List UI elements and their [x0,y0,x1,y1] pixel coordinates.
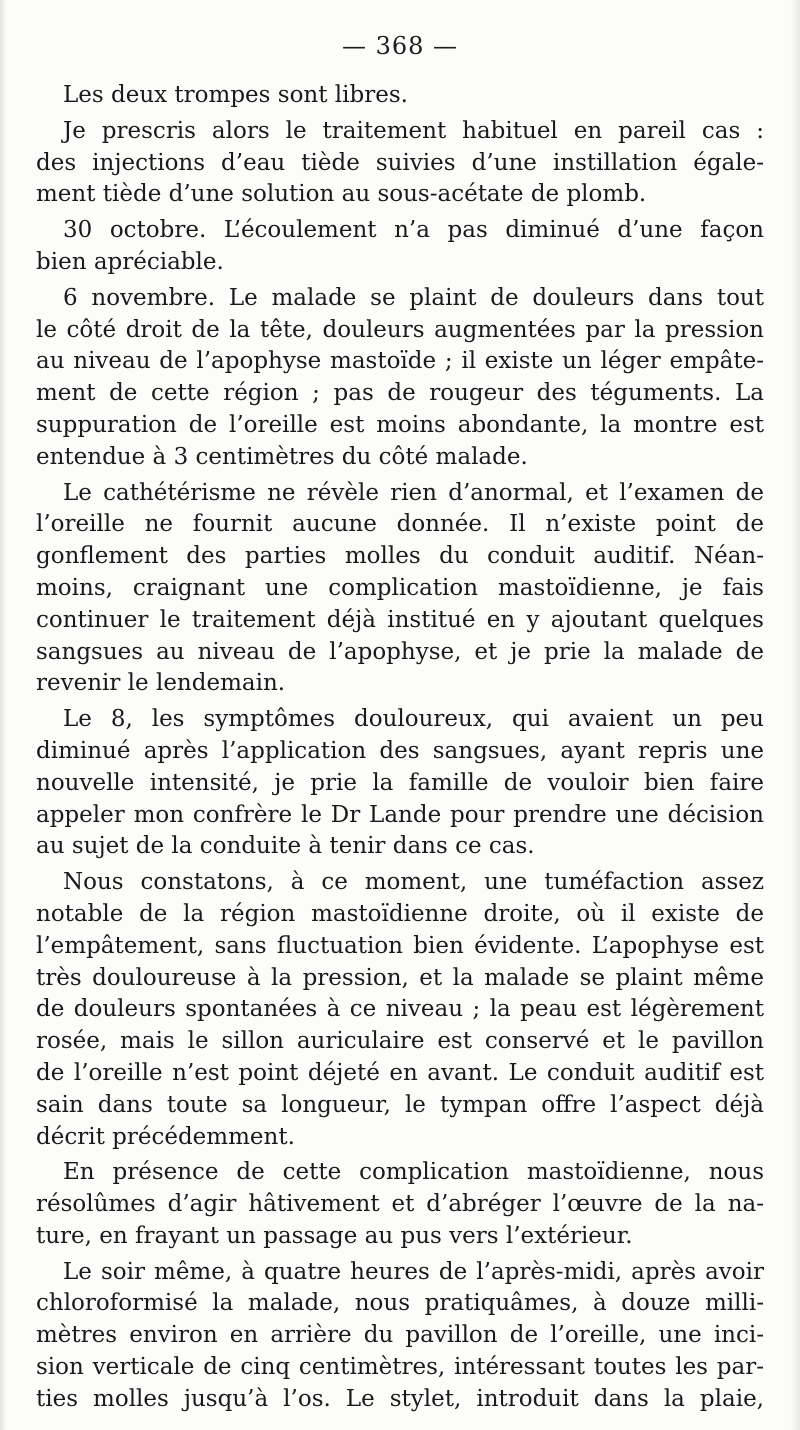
text-line: sain dans toute sa longueur, le tympan offre l’aspect déjà [36,1091,764,1118]
text-line: mètres environ en arrière du pavillon de l’oreille, une inci- [36,1322,764,1349]
text-line: moins, craignant une complication mastoïdienne, je fais [36,574,764,601]
page-number: — 368 — [341,32,459,60]
text-line: En présence de cette complication mastoïdienne, nous [63,1159,764,1186]
text-line: chloroformisé la malade, nous pratiquâmes, à douze milli- [36,1290,764,1317]
text-line: l’empâtement, sans fluctuation bien évidente. L’apophyse est [36,932,764,959]
text-line: bien apréciable. [36,248,224,275]
text-line: Le soir même, à quatre heures de l’après-midi, après avoir [63,1258,764,1285]
text-line: Je prescris alors le traitement habituel en pareil cas : [63,117,764,144]
text-line: Le cathétérisme ne révèle rien d’anormal, et l’examen de [63,479,764,506]
text-line: continuer le traitement déjà institué en y ajoutant quelques [36,606,764,633]
text-line: Nous constatons, à ce moment, une tuméfaction assez [63,869,764,896]
text-line: ment de cette région ; pas de rougeur des téguments. La [36,380,764,407]
text-line: le côté droit de la tête, douleurs augmentées par la pression [36,316,764,343]
text-line: des injections d’eau tiède suivies d’une instillation égale- [36,149,764,176]
text-line: 6 novembre. Le malade se plaint de douleurs dans tout [63,284,764,311]
text-line: résolûmes d’agir hâtivement et d’abréger l’œuvre de la na- [36,1191,764,1218]
text-line: très douloureuse à la pression, et la malade se plaint même [36,964,764,991]
text-line: l’oreille ne fournit aucune donnée. Il n’existe point de [36,511,764,538]
text-line: sangsues au niveau de l’apophyse, et je prie la malade de [36,638,764,665]
text-line: de douleurs spontanées à ce niveau ; la peau est légèrement [36,996,764,1023]
text-line: ties molles jusqu’à l’os. Le stylet, introduit dans la plaie, [36,1385,764,1412]
text-line: rosée, mais le sillon auriculaire est conservé et le pavillon [36,1028,764,1055]
text-line: notable de la région mastoïdienne droite, où il existe de [36,900,764,927]
text-line: Les deux trompes sont libres. [63,82,408,108]
text-line: gonflement des parties molles du conduit auditif. Néan- [36,543,764,570]
text-line: au sujet de la conduite à tenir dans ce cas. [36,833,535,860]
text-line: de l’oreille n’est point déjeté en avant. Le conduit auditif est [36,1059,764,1086]
text-line: décrit précédemment. [36,1123,295,1150]
text-line: nouvelle intensité, je prie la famille de vouloir bien faire [36,769,764,796]
text-line: ture, en frayant un passage au pus vers l’extérieur. [36,1222,633,1249]
text-line: 30 octobre. L’écoulement n’a pas diminué d’une façon [63,217,764,244]
text-line: sion verticale de cinq centimètres, intéressant toutes les par- [36,1354,764,1381]
text-line: revenir le lendemain. [36,670,286,697]
text-line: diminué après l’application des sangsues, ayant repris une [36,737,764,764]
text-line: entendue à 3 centimètres du côté malade. [36,443,528,470]
text-line: au niveau de l’apophyse mastoïde ; il existe un léger empâte- [36,348,764,375]
text-line: suppuration de l’oreille est moins abondante, la montre est [36,411,764,438]
body-text [36,80,764,1416]
text-line: Le 8, les symptômes douloureux, qui avaient un peu [63,706,764,733]
text-line: appeler mon confrère le Dr Lande pour prendre une décision [36,801,764,828]
text-line: ment tiède d’une solution au sous-acétate de plomb. [36,181,647,208]
